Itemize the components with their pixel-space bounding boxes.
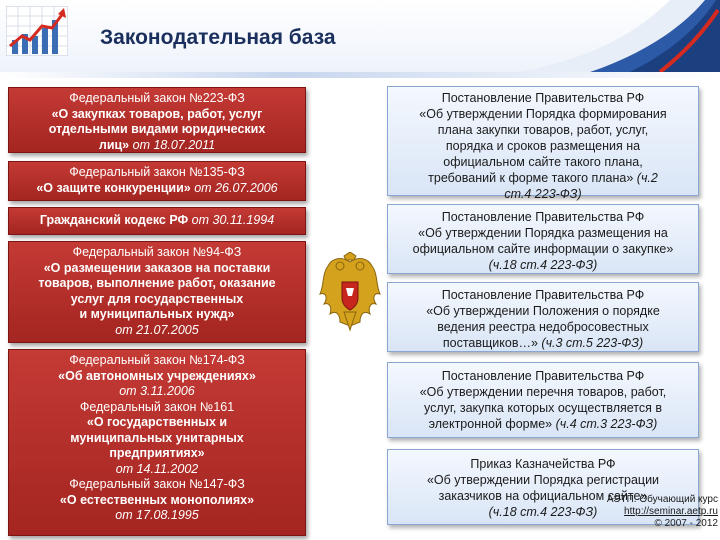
decree-4-text-2: услуг, закупка которых осуществляется в [423,401,663,415]
decree-4-ref: (ч.4 ст.3 223-ФЗ) [555,417,658,431]
law-135-title: Федеральный закон №135-ФЗ [69,165,245,179]
decree-1-text-2: плана закупки товаров, работ, услуг, [437,123,649,137]
order-text-2: заказчиков на официальном сайте» [438,489,648,503]
law-223-fz-box [8,87,306,153]
law-94-name-2: товаров, выполнение работ, оказание [38,276,276,290]
decree-1-ref-a: (ч.2 [636,171,658,185]
laws-group-box [8,349,306,536]
law-174-title: Федеральный закон №174-ФЗ [69,353,245,367]
decree-1-text-3: порядка и сроков размещения на [445,139,641,153]
law-161-name-1: «О государственных и [86,415,228,429]
decree-1-text-5: требований к форме такого плана» [428,171,634,185]
law-223-name-1: «О закупках товаров, работ, услуг [51,106,263,121]
law-94-date: от 21.07.2005 [115,322,199,337]
russian-coat-of-arms-icon [318,252,382,334]
decree-4-text-3: электронной форме» [428,417,553,431]
government-decree-plan-box [387,86,699,201]
footer-copyright: © 2007 - 2012 [654,518,718,529]
decree-1-title: Постановление Правительства РФ [441,91,645,105]
law-147-name: «О естественных монополиях» [59,492,255,507]
law-223-name-3: лиц» [98,137,130,152]
law-94-title: Федеральный закон №94-ФЗ [72,245,242,259]
law-223-name-2: отдельными видами юридических [48,122,266,136]
footer-credits [607,494,718,530]
order-title: Приказ Казначейства РФ [470,457,616,471]
decree-2-text-1: «Об утверждении Порядка размещения на [418,226,668,240]
law-94-name-1: «О размещении заказов на поставки [43,260,271,275]
law-223-date: от 18.07.2011 [132,137,216,152]
law-135-name: «О защите конкуренции» [36,180,191,195]
decree-3-text-2: ведения реестра недобросовестных [437,320,649,334]
page-title: Законодательная база [100,26,336,49]
law-174-date: от 3.11.2006 [119,384,195,398]
decree-4-text-1: «Об утверждении перечня товаров, работ, [419,385,667,399]
decree-3-text-1: «Об утверждении Положения о порядке [426,304,660,318]
civil-code-title: Гражданский кодекс РФ [39,213,189,227]
law-161-name-2: муниципальных унитарных [70,430,244,445]
law-94-name-3: услуг для государственных [70,291,244,306]
decree-2-title: Постановление Правительства РФ [441,210,645,224]
civil-code-box [8,207,306,235]
order-text-1: «Об утверждении Порядка регистрации [426,473,660,487]
swoosh-decoration-icon [520,0,720,72]
decree-2-text-2: официальном сайте информации о закупке» [412,242,674,256]
header-stripe [0,72,720,78]
government-decree-info-box [387,204,699,274]
law-94-name-4: и муниципальных нужд» [79,307,235,321]
chart-growth-icon [6,6,68,56]
header-bar [0,0,720,72]
decree-3-title: Постановление Правительства РФ [441,288,645,302]
decree-3-text-3: поставщиков…» [442,336,538,350]
order-ref: (ч.18 ст.4 223-ФЗ) [488,505,598,519]
law-94-fz-box [8,241,306,343]
decree-1-text-4: официальном сайте такого плана, [443,155,643,169]
law-147-date: от 17.08.1995 [115,508,199,522]
decree-3-ref: (ч.3 ст.5 223-ФЗ) [541,336,644,350]
law-174-name: «Об автономных учреждениях» [58,368,256,383]
decree-1-text-1: «Об утверждении Порядка формирования [419,107,667,121]
government-decree-electronic-box [387,362,699,438]
decree-2-ref: (ч.18 ст.4 223-ФЗ) [488,258,598,272]
law-223-title: Федеральный закон №223-ФЗ [69,91,245,105]
footer-org: АЭТП. Обучающий курс [606,494,718,505]
law-161-title: Федеральный закон №161 [79,399,235,414]
law-147-title: Федеральный закон №147-ФЗ [69,477,245,491]
civil-code-date: от 30.11.1994 [191,213,275,227]
law-135-date: от 26.07.2006 [194,180,278,195]
decree-4-title: Постановление Правительства РФ [441,369,645,383]
government-decree-registry-box [387,282,699,352]
footer-link[interactable]: http://seminar.aetp.ru [624,506,718,517]
law-161-date: от 14.11.2002 [115,461,199,476]
law-161-name-3: предприятиях» [109,446,205,460]
decree-1-ref-b: ст.4 223-ФЗ) [504,187,582,201]
law-135-fz-box [8,161,306,201]
